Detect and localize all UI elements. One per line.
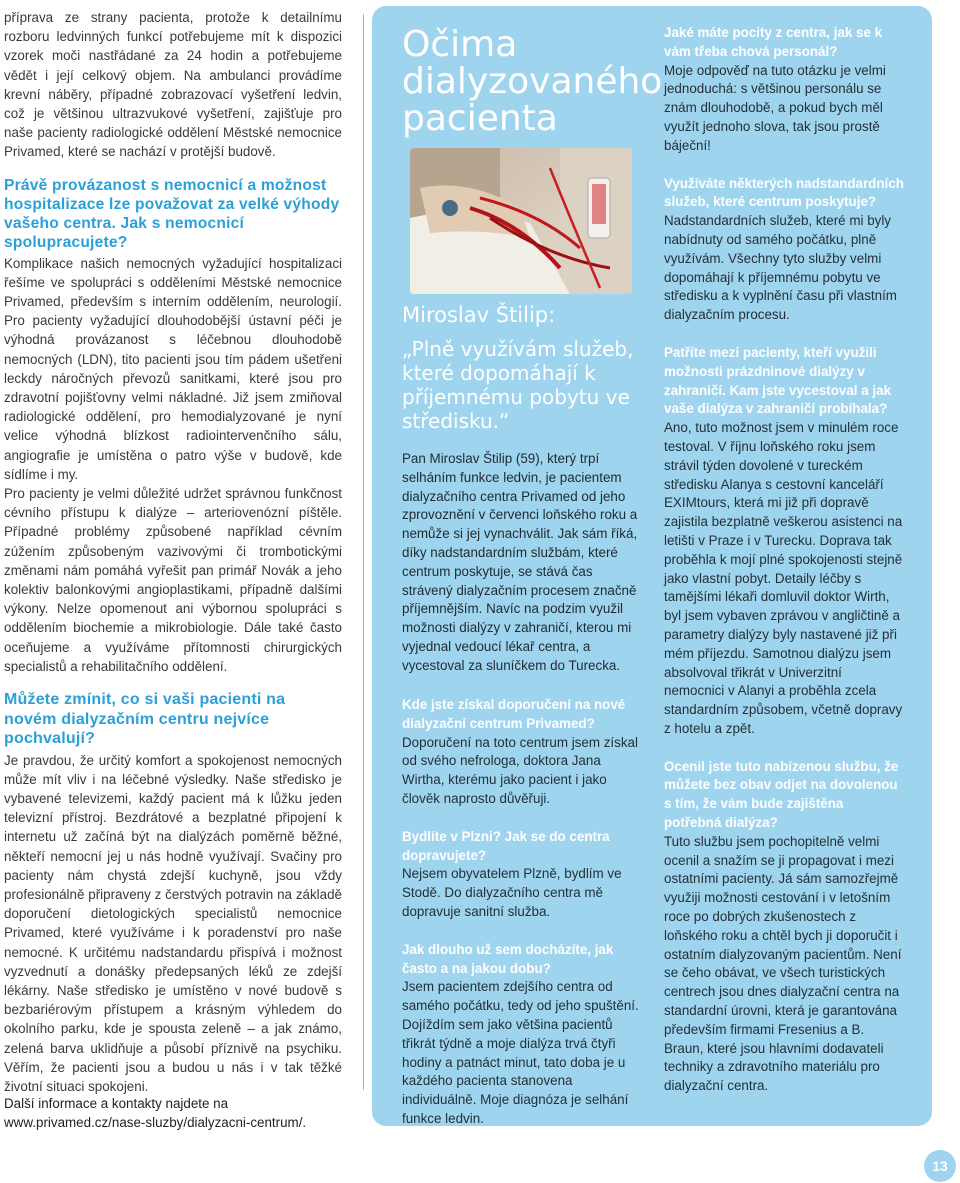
question-patient-praise: Můžete zmínit, co si vaši pacienti na novém dialyzačním centru nejvíce pochvalují? (4, 691, 286, 748)
qa-question: Jak dlouho už sem docházíte, jak často a na jakou dobu? (402, 941, 614, 976)
left-article-column (4, 8, 342, 1096)
footer-line: Další informace a kontakty najdete na (4, 1096, 229, 1111)
qa-answer: Tuto službu jsem pochopitelně velmi ocenil a snažím se ji propagovat i mezi ostatními pacienty. Já sám samozřejmě využiji možnosti cestování i v letošním roce po dobrých zkušenostech z loňského roku a chtěl bych ji doporučit i ostatním dialyzovaným pacientům. Není se čeho obávat, ve všech turistických centrech jsou dnes dialyzační centra na standardní úrovni, která je garantována především firmami Fresenius a B. Braun, které jsou hlavními dodavateli techniky a zdravotního materiálu pro dialyzační centra. (664, 833, 902, 1094)
column-divider (363, 14, 364, 1090)
qa-answer: Doporučení na toto centrum jsem získal od svého nefrologa, doktora Jana Wirtha, kterému jako pacient i jako člověk naprosto důvěřuji. (402, 734, 638, 806)
panel-title: Očima dialyzovaného pacienta (402, 24, 663, 139)
qa-answer: Jsem pacientem zdejšího centra od samého počátku, tedy od jeho spuštění. Dojíždím sem jako většina pacientů třikrát týdně a moje dialýza trvá čtyři hodiny a patnáct minut, tato doba je u každého pacienta stanovena individuálně. Moje diagnóza je selhání funkce ledvin. (402, 979, 639, 1126)
page-number-badge: 13 (924, 1150, 956, 1182)
qa-question: Bydlíte v Plzni? Jak se do centra dopravujete? (402, 828, 610, 863)
intro-paragraph: příprava ze strany pacienta, protože k detailnímu rozboru ledvinných funkcí potřebujeme mít k dispozici vzorek moči nastřádané za 24 hodin a potřebujeme vědět i její celkový objem. Na ambulanci provádíme krevní náběry, případné zobrazovací vyšetření ledvin, což je většinou ultrazvukové vyšetření, zajišťuje pro naše pacienty radiologické oddělení Městské nemocnice Privamed, které se nachází v protější budově. (4, 10, 342, 160)
right-qa-column (664, 24, 904, 1115)
qa-question: Patříte mezi pacienty, kteří využili možnosti prázdninové dialýzy v zahraničí. Kam jste vycestoval a jak vaše dialýza v zahraničí probíhala? (664, 344, 892, 417)
answer-hospital-cooperation: Komplikace našich nemocných vyžadující hospitalizaci řešíme ve spolupráci s odděleními Městské nemocnice Privamed, především s interním oddělením, neurologií. Pro pacienty vyžadující dlouhodobější ústavní péči je výhodná provázanost s léčebnou dlouhodobě nemocných (LDN), tito pacienti jsou tím pádem ušetřeni leckdy náročných převozů sanitkami, které jsou pro zdravotní pojišťovny velmi nákladné. Již jsem zmiňoval radiologické oddělení, pro hemodialyzované je nyní velice výhodná blízkost radiointervenčního sálu, angiografie je umístěna o patro výše v budově, kde sídlíme i my. (4, 255, 342, 482)
footer-link[interactable]: www.privamed.cz/nase-sluzby/dialyzacni-centrum/. (4, 1115, 307, 1130)
answer-vascular-access: Pro pacienty je velmi důležité udržet správnou funkčnost cévního přístupu k dialýze – arteriovenózní píštěle. Případné problémy způsobené například cévním zúžením způsobeným vazivovými či trombotickými změnami nám pomáhá vyřešit pan primář Novák a jeho kolektiv balonkovými angioplastikami, případně dalšími výkony. Nelze opomenout ani výbornou spolupráci s oddělením biochemie a mikrobiologie. Dále také často oceňujeme a využíváme přítomnosti chirurgických specialistů a rehabilitačního oddělení. (4, 486, 342, 674)
footer-contact-note (4, 1094, 344, 1132)
patient-intro: Pan Miroslav Štilip (59), který trpí selháním funkce ledvin, je pacientem dialyzačního centra Privamed od jeho zprovoznění v červenci loňského roku a nemůže si jej vynachválit. Jak sám říká, díky nadstandardním službám, které centrum poskytuje, se stává čas strávený dialyzačním procesem značně příjemnějším. Navíc na podzim využil možnosti dialýzy v zahraničí, kterou mi vyjednal vedoucí lékař centra, a vycestoval za sluníčkem do Turecka. (402, 451, 638, 673)
question-hospital-cooperation: Právě provázanost s nemocnicí a možnost hospitalizace lze považovat za velké výhody vašeho centra. Jak s nemocnicí spolupracujete? (4, 176, 340, 251)
qa-answer: Nadstandardních služeb, které mi byly nabídnuty od samého počátku, plně využívám. Všechny tyto služby velmi dopomáhají k příjemnému pobytu ve středisku a k vyplnění času při vlastním dialyzačním procesu. (664, 213, 897, 323)
answer-patient-praise: Je pravdou, že určitý komfort a spokojenost nemocných může mít vliv i na léčebné výsledky. Naše středisko je vybavené televizemi, každý pacient má k lůžku jeden televizní přístroj. Bezdrátové a bezplatné připojení k internetu už začíná být na dialýzách poměrně běžné, někteří nemocní jej u nás hodně využívají. Svačiny pro pacienty nám chystá zdejší kuchyně, jsou vždy profesionálně připraveny z čerstvých potravin na základě doporučení dietologických specialistů nemocnice Privamed, které využíváme i k poradenství pro naše nemocné. K určitému nadstandardu přispívá i možnost vyzvednutí a donášky předepsaných léků ze zdejší lékárny. Naše středisko je umístěno v nové budově s bezbariérovým přístupem a krásným výhledem do okolního parku, kde je spousta zeleně – a jak známo, zelená barva uklidňuje a působí příznivě na psychiku. Věřím, že pacienti jsou a budou u nás i v tak těžké životní situaci spokojeni. (4, 752, 342, 1095)
patient-dialysis-photo (410, 148, 632, 294)
qa-question: Kde jste získal doporučení na nové dialyzační centrum Privamed? (402, 697, 626, 731)
qa-question: Ocenil jste tuto nabízenou službu, že můžete bez obav odjet na dovolenou s tím, že vám bude zajištěna potřebná dialýza? (664, 758, 899, 831)
qa-answer: Ano, tuto možnost jsem v minulém roce testoval. V říjnu loňského roku jsem strávil týden dovolené v tureckém středisku Alanya s cestovní kanceláří EXIMtours, která mi již při dopravě zajistila bezplatně veškerou asistenci na letišti v Praze i v Turecku. Doprava tak proběhla k mojí plné spokojenosti stejně jako vlastní pobyt. Detaily léčby s tamějšími lékaři domluvil doktor Wirth, byl jsem vybaven zprávou v angličtině a parametry dialýzy byly nastavené již při mém příjezdu. Samotnou dialýzu jsem absolvoval třikrát v Univerzitní nemocnici v Alanyi a proběhla zcela standardním způsobem, včetně dopravy z hotelu a zpět. (664, 420, 903, 736)
qa-question: Jaké máte pocity z centra, jak se k vám třeba chová personál? (664, 25, 883, 59)
patient-interview-panel (372, 6, 932, 1126)
qa-question: Využíváte některých nadstandardních služeb, které centrum poskytuje? (664, 175, 904, 210)
patient-name: Miroslav Štilip: (402, 303, 556, 327)
patient-quote: „Plně využívám služeb, které dopomáhají k příjemnému pobytu ve středisku.“ (402, 337, 634, 433)
middle-qa-column (402, 696, 644, 1148)
qa-answer: Nejsem obyvatelem Plzně, bydlím ve Stodě. Do dialyzačního centra mě dopravuje sanitní služba. (402, 866, 622, 919)
qa-answer: Moje odpověď na tuto otázku je velmi jednoduchá: s většinou personálu se znám dlouhodobě, a pokud bych měl využít jednoho slova, tak jsou prostě báječní! (664, 62, 886, 153)
